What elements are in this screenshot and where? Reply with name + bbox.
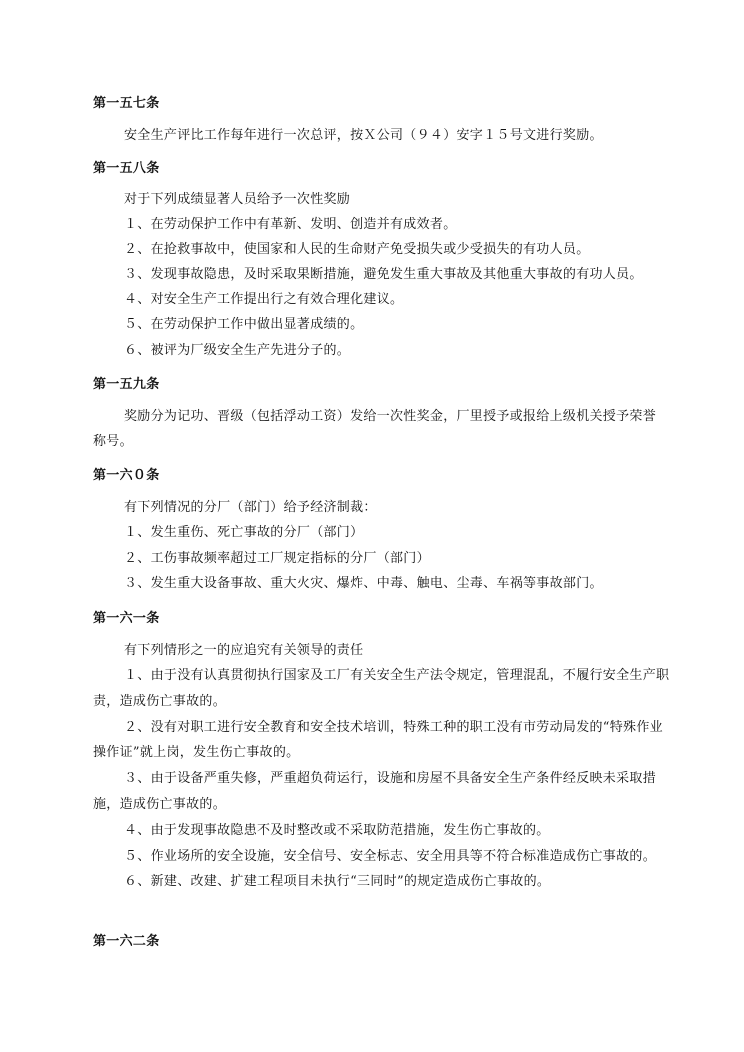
article-161-item-2b: 操作证”就上岗，发生伤亡事故的。 <box>93 745 300 760</box>
article-160-heading: 第一六０条 <box>93 468 160 483</box>
article-157-text: 安全生产评比工作每年进行一次总评，按Ｘ公司（９４）安字１５号文进行奖励。 <box>124 128 603 143</box>
article-162-heading: 第一六二条 <box>93 934 160 949</box>
article-161-item-6: ６、新建、改建、扩建工程项目未执行“三同时”的规定造成伤亡事故的。 <box>124 874 551 889</box>
article-161-item-1b: 责，造成伤亡事故的。 <box>93 694 227 709</box>
article-158-item-1: １、在劳动保护工作中有革新、发明、创造并有成效者。 <box>124 217 457 232</box>
article-158-item-3: ３、发现事故隐患，及时采取果断措施，避免发生重大事故及其他重大事故的有功人员。 <box>124 267 643 282</box>
article-161-item-3a: ３、由于设备严重失修，严重超负荷运行，设施和房屋不具备安全生产条件经反映未采取措 <box>124 771 657 786</box>
article-159-text-1: 奖励分为记功、晋级（包括浮动工资）发给一次性奖金，厂里授予或报给上级机关授予荣誉 <box>124 409 657 424</box>
article-160-intro: 有下列情况的分厂（部门）给予经济制裁： <box>124 500 377 515</box>
article-161-heading: 第一六一条 <box>93 611 160 626</box>
article-158-item-2: ２、在抢救事故中，使国家和人民的生命财产免受损失或少受损失的有功人员。 <box>124 242 590 257</box>
article-158-intro: 对于下列成绩显著人员给予一次性奖励 <box>124 192 351 207</box>
article-158-item-6: ６、被评为厂级安全生产先进分子的。 <box>124 343 351 358</box>
article-157-heading: 第一五七条 <box>93 96 160 111</box>
article-161-intro: 有下列情形之一的应追究有关领导的责任 <box>124 643 364 658</box>
article-161-item-4: ４、由于发现事故隐患不及时整改或不采取防范措施，发生伤亡事故的。 <box>124 823 550 838</box>
article-159-text-2: 称号。 <box>93 434 133 449</box>
article-160-item-2: ２、工伤事故频率超过工厂规定指标的分厂（部门） <box>124 551 430 566</box>
article-158-item-4: ４、对安全生产工作提出行之有效合理化建议。 <box>124 292 404 307</box>
article-161-item-3b: 施，造成伤亡事故的。 <box>93 797 227 812</box>
article-161-item-1a: １、由于没有认真贯彻执行国家及工厂有关安全生产法令规定，管理混乱，不履行安全生产职 <box>124 668 670 683</box>
article-159-heading: 第一五九条 <box>93 377 160 392</box>
article-161-item-5: ５、作业场所的安全设施，安全信号、安全标志、安全用具等不符合标准造成伤亡事故的。 <box>124 849 657 864</box>
article-160-item-3: ３、发生重大设备事故、重大火灾、爆炸、中毒、触电、尘毒、车祸等事故部门。 <box>124 576 603 591</box>
article-160-item-1: １、发生重伤、死亡事故的分厂（部门） <box>124 525 364 540</box>
article-158-item-5: ５、在劳动保护工作中做出显著成绩的。 <box>124 317 364 332</box>
article-158-heading: 第一五八条 <box>93 161 160 176</box>
article-161-item-2a: ２、没有对职工进行安全教育和安全技术培训，特殊工种的职工没有市劳动局发的“特殊作业 <box>124 720 663 735</box>
